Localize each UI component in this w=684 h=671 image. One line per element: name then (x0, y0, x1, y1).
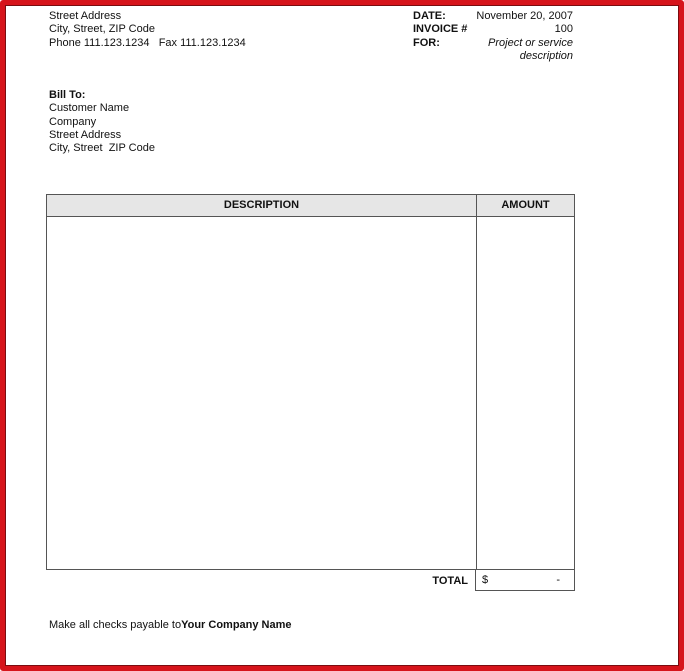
date-label: DATE: (413, 10, 446, 22)
column-divider (476, 195, 477, 569)
bill-to-company: Company (49, 116, 97, 128)
company-phone-fax: Phone 111.123.1234 Fax 111.123.1234 (49, 37, 246, 49)
description-header: DESCRIPTION (223, 199, 300, 211)
for-value-line1: Project or service (488, 37, 573, 49)
total-label: TOTAL (432, 575, 468, 587)
bill-to-street: Street Address (49, 129, 122, 141)
for-value-line2: description (519, 50, 573, 62)
payable-text: Make all checks payable to (49, 619, 182, 631)
payable-company-name: Your Company Name (181, 619, 292, 631)
total-currency: $ (482, 574, 489, 586)
bill-to-city: City, Street ZIP Code (49, 142, 155, 154)
amount-header: AMOUNT (501, 199, 550, 211)
company-city: City, Street, ZIP Code (49, 23, 155, 35)
total-amount-box (475, 569, 575, 591)
date-value: November 20, 2007 (476, 10, 573, 22)
company-street: Street Address (49, 10, 122, 22)
table-header-row (47, 195, 574, 217)
total-value: - (556, 574, 560, 586)
line-items-table (46, 194, 575, 570)
invoice-number-value: 100 (554, 23, 573, 35)
bill-to-heading: Bill To: (49, 89, 86, 101)
for-label: FOR: (413, 37, 440, 49)
payable-note (49, 619, 292, 632)
invoice-number-label: INVOICE # (413, 23, 468, 35)
bill-to-customer: Customer Name (49, 102, 130, 114)
